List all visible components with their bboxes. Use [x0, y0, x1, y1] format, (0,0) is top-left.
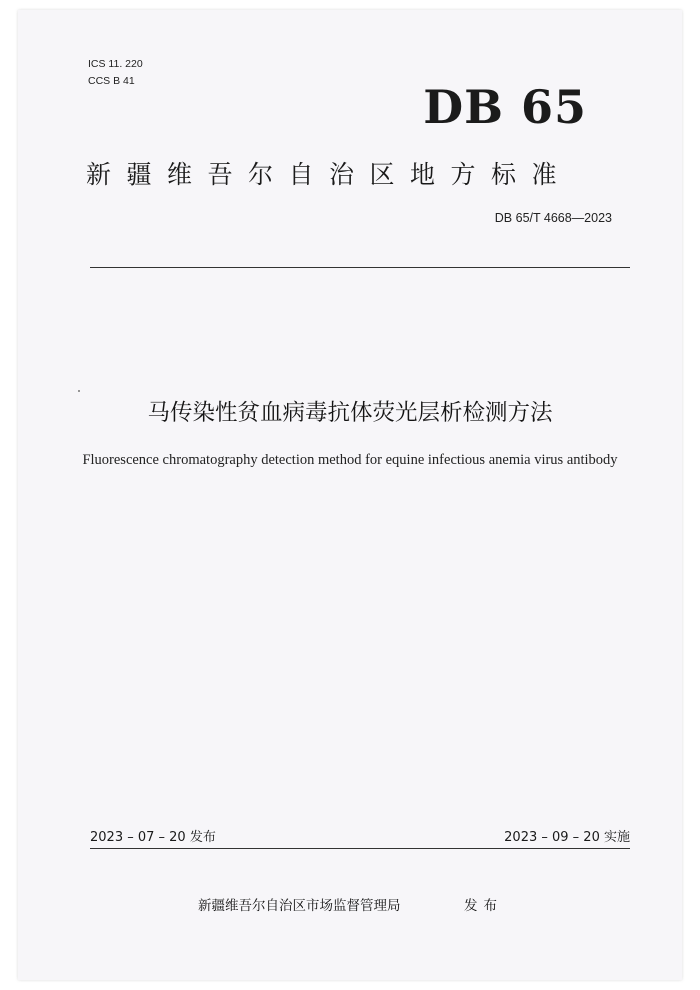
top-divider — [90, 267, 630, 268]
main-title-chinese: 马传染性贫血病毒抗体荧光层析检测方法 — [147, 400, 553, 426]
main-title-english: Fluorescence chromatography detection method for equine infectious anemia virus antibody — [82, 452, 618, 468]
standard-title: 新疆维吾尔自治区地方标准 — [86, 160, 573, 189]
ccs-code: CCS B 41 — [88, 75, 135, 87]
issuer: 新疆维吾尔自治区市场监督管理局 — [198, 898, 401, 914]
ics-code: ICS 11. 220 — [88, 58, 143, 70]
speck — [78, 390, 80, 392]
issue-label: 发布 — [464, 898, 503, 914]
standard-number: DB 65/T 4668—2023 — [494, 211, 612, 225]
publish-date: 2023 – 07 – 20 发布 — [90, 830, 216, 845]
bottom-divider — [90, 848, 630, 849]
classification-codes — [88, 56, 143, 90]
db-logo: DB 65 — [423, 80, 587, 134]
document-page — [18, 10, 682, 980]
implement-date: 2023 – 09 – 20 实施 — [504, 830, 630, 845]
